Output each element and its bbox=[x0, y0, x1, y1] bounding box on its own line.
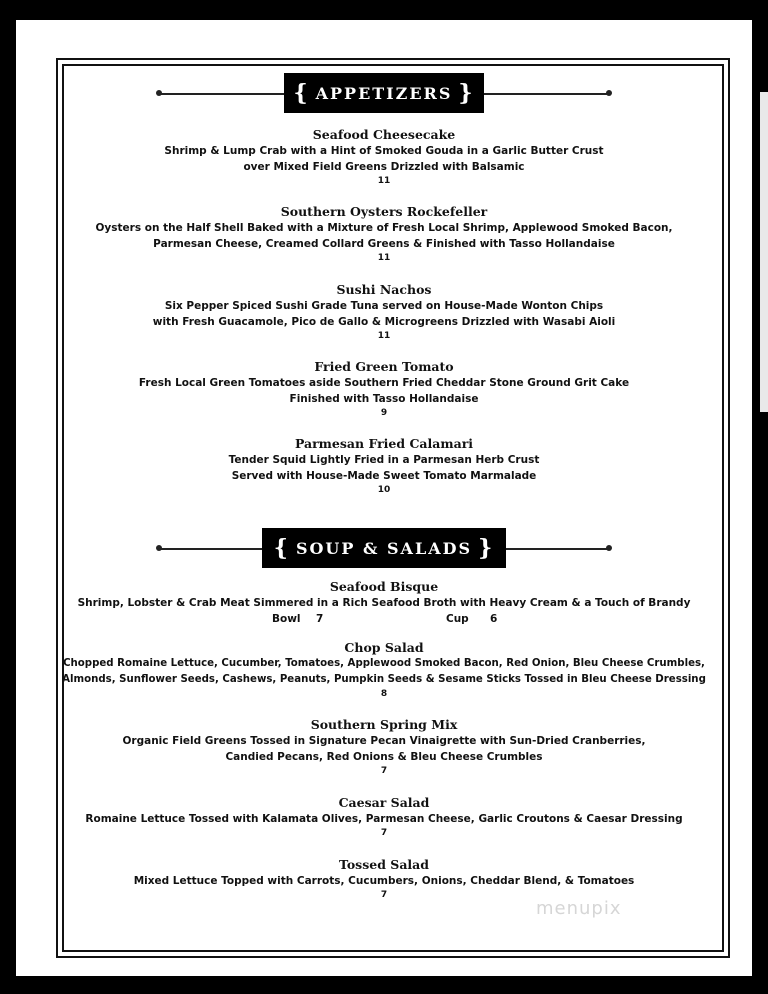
item-description: Chopped Romaine Lettuce, Cucumber, Tomatoes, Applewood Smoked Bacon, Red Onion, Bleu Cheese Crumbles, bbox=[63, 658, 705, 669]
item-price: 7 bbox=[380, 890, 388, 900]
appetizers-heading-text: APPETIZERS bbox=[315, 83, 453, 103]
bowl-label: Bowl bbox=[272, 613, 301, 625]
menu-item bbox=[0, 203, 768, 281]
menu-item bbox=[0, 578, 768, 639]
item-description: Six Pepper Spiced Sushi Grade Tuna served on House-Made Wonton Chips bbox=[164, 300, 604, 312]
appetizers-list bbox=[0, 126, 768, 512]
rule-left bbox=[160, 548, 262, 550]
item-description: Served with House-Made Sweet Tomato Marmalade bbox=[231, 470, 537, 482]
menu-item bbox=[0, 435, 768, 512]
rule-dot-right bbox=[606, 90, 612, 96]
item-price: 10 bbox=[377, 485, 391, 495]
item-description: Oysters on the Half Shell Baked with a Mixture of Fresh Local Shrimp, Applewood Smoked Bacon, bbox=[95, 222, 673, 234]
soups-salads-header bbox=[0, 528, 768, 568]
item-name: Parmesan Fried Calamari bbox=[294, 436, 474, 451]
cup-label: Cup bbox=[446, 613, 469, 625]
item-description: over Mixed Field Greens Drizzled with Balsamic bbox=[243, 161, 525, 173]
item-price: 9 bbox=[380, 408, 388, 418]
item-description: with Fresh Guacamole, Pico de Gallo & Microgreens Drizzled with Wasabi Aioli bbox=[152, 316, 616, 328]
rule-right bbox=[506, 548, 608, 550]
item-price: 11 bbox=[377, 331, 391, 341]
item-price: 11 bbox=[377, 176, 391, 186]
item-name: Southern Spring Mix bbox=[310, 717, 458, 732]
item-description: Finished with Tasso Hollandaise bbox=[289, 393, 479, 405]
item-description: Parmesan Cheese, Creamed Collard Greens & Finished with Tasso Hollandaise bbox=[153, 238, 615, 250]
item-price: 7 bbox=[380, 828, 388, 838]
menu-item bbox=[0, 281, 768, 358]
menu-item bbox=[0, 856, 768, 918]
item-name: Chop Salad bbox=[344, 640, 424, 655]
item-description: Mixed Lettuce Topped with Carrots, Cucumbers, Onions, Cheddar Blend, & Tomatoes bbox=[133, 875, 635, 887]
item-name: Sushi Nachos bbox=[336, 282, 432, 297]
item-description: Candied Pecans, Red Onions & Bleu Cheese Crumbles bbox=[225, 751, 543, 763]
soups-salads-heading: { SOUP & SALADS } bbox=[262, 528, 506, 568]
item-description: Shrimp, Lobster & Crab Meat Simmered in a Rich Seafood Broth with Heavy Cream & a Touch of Brandy bbox=[77, 597, 691, 609]
menu-item bbox=[0, 794, 768, 856]
item-description: Shrimp & Lump Crab with a Hint of Smoked Gouda in a Garlic Butter Crust bbox=[164, 145, 604, 157]
rule-right bbox=[484, 93, 608, 95]
rule-dot-right bbox=[606, 545, 612, 551]
bowl-price: 7 bbox=[316, 613, 324, 625]
soups-salads-list bbox=[0, 578, 768, 918]
item-name: Seafood Cheesecake bbox=[312, 127, 456, 142]
rule-left bbox=[160, 93, 284, 95]
appetizers-heading: { APPETIZERS } bbox=[284, 73, 484, 113]
item-description: Almonds, Sunflower Seeds, Cashews, Peanuts, Pumpkin Seeds & Sesame Sticks Tossed in Bleu Cheese Dressing bbox=[62, 674, 706, 685]
menu-item bbox=[0, 716, 768, 794]
cup-price: 6 bbox=[490, 613, 498, 625]
menu-item bbox=[0, 126, 768, 203]
item-name: Caesar Salad bbox=[338, 795, 430, 810]
item-description: Fresh Local Green Tomatoes aside Southern Fried Cheddar Stone Ground Grit Cake bbox=[138, 377, 630, 389]
item-description: Romaine Lettuce Tossed with Kalamata Olives, Parmesan Cheese, Garlic Croutons & Caesar Dressing bbox=[85, 813, 683, 825]
menu-item bbox=[0, 358, 768, 435]
appetizers-header bbox=[0, 73, 768, 113]
menu-item bbox=[0, 639, 768, 716]
item-name: Seafood Bisque bbox=[329, 579, 439, 594]
item-name: Southern Oysters Rockefeller bbox=[280, 204, 488, 219]
soups-salads-heading-text: SOUP & SALADS bbox=[295, 538, 473, 558]
item-name: Fried Green Tomato bbox=[314, 359, 454, 374]
bisque-sizes bbox=[0, 611, 768, 627]
watermark: menupix bbox=[536, 898, 622, 919]
item-price: 11 bbox=[377, 253, 391, 263]
item-description: Organic Field Greens Tossed in Signature Pecan Vinaigrette with Sun-Dried Cranberries, bbox=[122, 735, 646, 747]
item-price: 8 bbox=[380, 689, 388, 699]
item-name: Tossed Salad bbox=[338, 857, 430, 872]
item-price: 7 bbox=[380, 766, 388, 776]
item-description: Tender Squid Lightly Fried in a Parmesan Herb Crust bbox=[228, 454, 540, 466]
